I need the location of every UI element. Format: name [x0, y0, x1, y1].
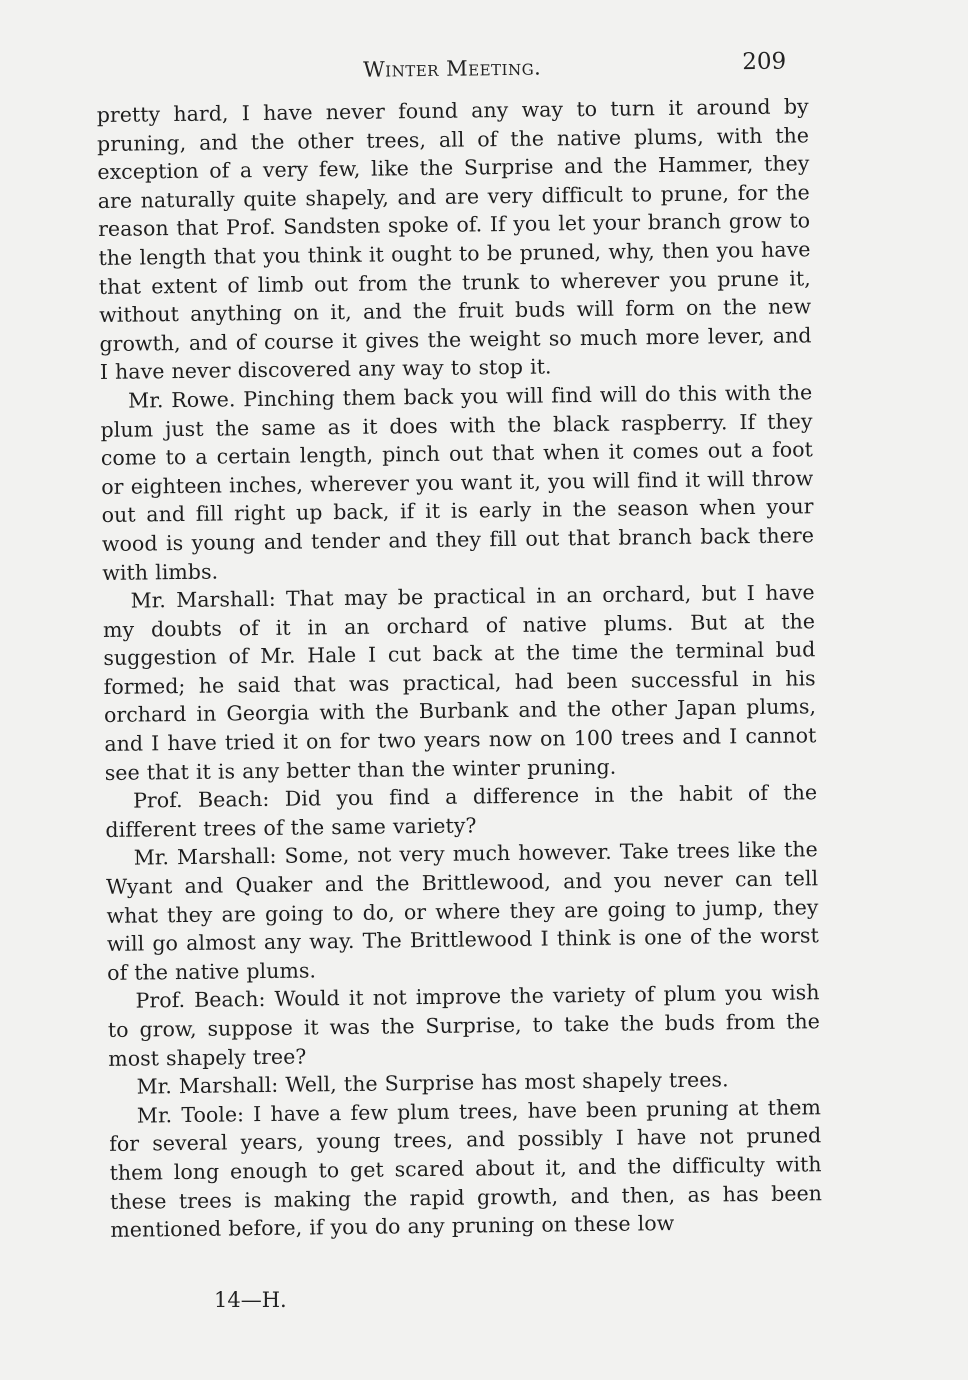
- paragraph-marshall-1: Mr. Marshall: That may be practical in an orchard, but I have my doubts of it in an orchard of native plums. But at the suggestion of Mr. Hale I cut back at the time the terminal bud formed; he said that was practical, had been successful in his orchard in Georgia with the Burbank and the other Japan plums, and I have tried it on for two years now on 100 trees and I cannot see that it is any better than the winter pruning.: [102, 580, 817, 785]
- running-head: [96, 46, 808, 95]
- running-title: Winter Meeting.: [362, 55, 542, 82]
- paragraph-beach-1: Prof. Beach: Did you find a difference in the habit of the different trees of the same variety?: [105, 780, 818, 842]
- paragraph-rowe: Mr. Rowe. Pinching them back you will find will do this with the plum just the same as it does with the black raspberry. If they come to a certain length, pinch out that when it comes out a foot or eighteen inches, wherever you want it, you will find it will throw out and fill right up back, if it is early in the season when your wood is young and tender and they fill out that branch back there with limbs.: [100, 380, 815, 585]
- paragraph-beach-2: Prof. Beach: Would it not improve the variety of plum you wish to grow, suppose it was the Surprise, to take the buds from the most shapely tree?: [107, 980, 821, 1071]
- body-text: [97, 92, 823, 1244]
- signature-mark: 14—H.: [214, 1288, 287, 1312]
- paragraph-toole: Mr. Toole: I have a few plum trees, have been pruning at them for several years, young trees, and possibly I have not pruned them long enough to get scared about it, and the difficulty with these trees is making the rapid growth, and then, as has been mentioned before, if you do any pruning on these low: [109, 1095, 823, 1243]
- text-block: [96, 46, 822, 1244]
- paragraph-continued: pretty hard, I have never found any way to turn it around by pruning, and the other trees, all of the native plums, with the exception of a very few, like the Surprise and the Hammer, they are naturally quite shapely, and are very difficult to prune, for the reason that Prof. Sandsten spoke of. If you let your branch grow to the length that you think it ought to be pruned, why, then you have that extent of limb out from the trunk to wherever you prune it, without anything on it, and the fruit buds will form on the new growth, and of course it gives the weight so much more lever, and I have never discovered any way to stop it.: [96, 94, 812, 385]
- page-number: 209: [742, 48, 787, 76]
- paragraph-marshall-2: Mr. Marshall: Some, not very much however. Take trees like the Wyant and Quaker and the Brittlewood, and you never can tell what they are going to do, or where they are going to jump, they will go almost any way. The Brittlewood I think is one of the worst of the native plums.: [106, 837, 819, 985]
- paragraph-marshall-3: Mr. Marshall: Well, the Surprise has most shapely trees.: [136, 1067, 729, 1099]
